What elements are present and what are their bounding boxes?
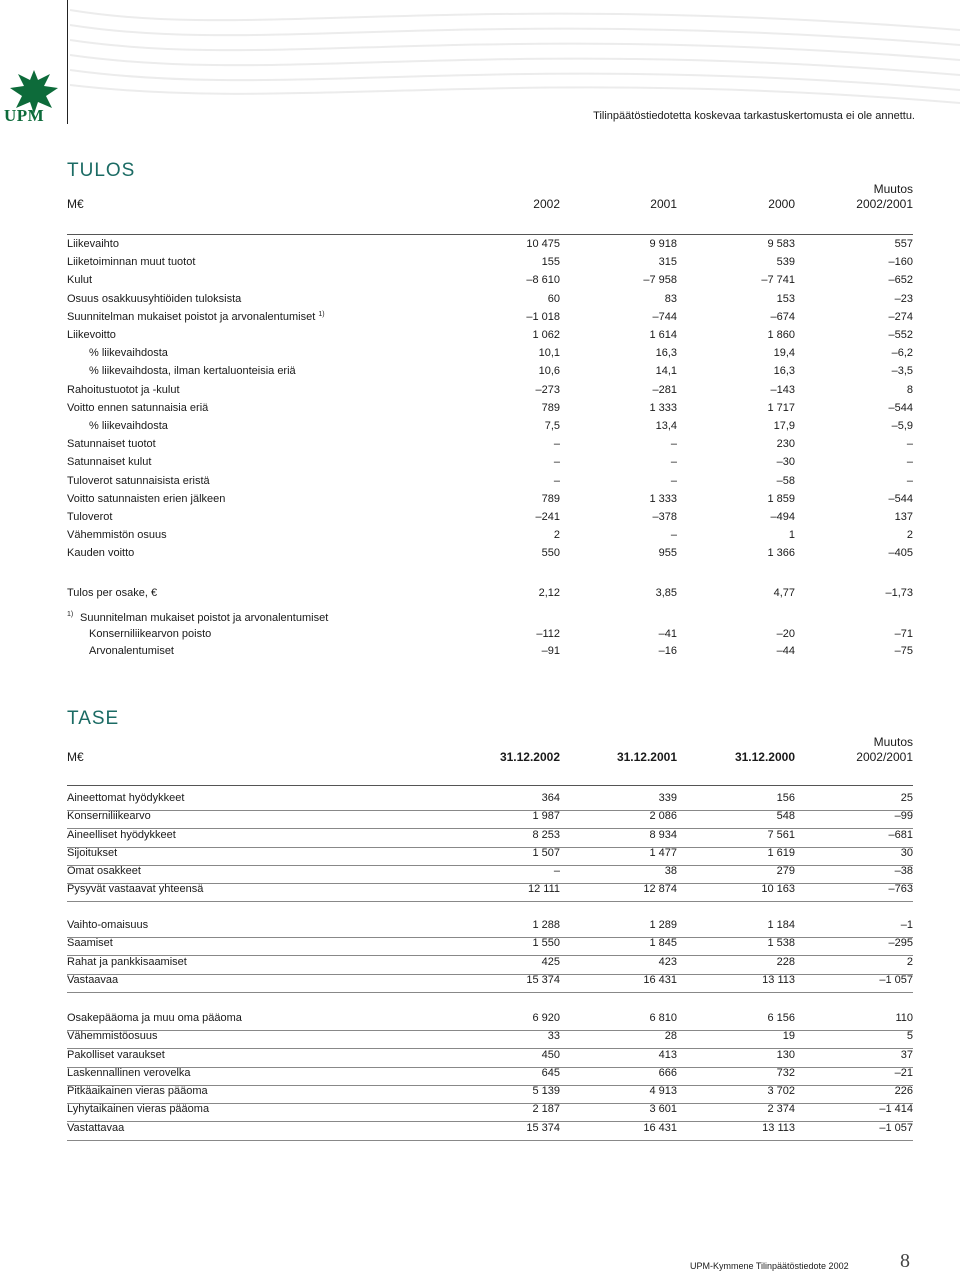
row-label (67, 311, 325, 323)
cell-value: 1 288 (532, 919, 560, 931)
cell-value: 14,1 (655, 365, 677, 378)
row-label-text: Lyhytaikainen vieras pääoma (67, 1103, 210, 1116)
cell-value: 279 (776, 865, 795, 877)
row-label-text: Vähemmistön osuus (67, 529, 167, 542)
cell-value: 12 874 (643, 883, 677, 896)
cell-value: –75 (894, 645, 913, 657)
cell-value: 15 374 (526, 973, 560, 986)
tulos-row (67, 529, 913, 547)
cell-value: 789 (541, 492, 560, 505)
cell-value: – (670, 529, 677, 542)
logo-text: UPM (4, 106, 45, 125)
row-label (67, 829, 176, 841)
cell-value: – (553, 438, 560, 451)
tulos-row (67, 329, 913, 347)
cell-value: 1 987 (532, 810, 560, 823)
cell-value: 2 (553, 529, 560, 542)
row-label-text: Konserniliikearvo (67, 810, 151, 823)
tulos-row (67, 274, 913, 292)
row-label-text: Liiketoiminnan muut tuotot (67, 256, 196, 269)
cell-value: 25 (900, 792, 913, 804)
cell-value: 83 (664, 292, 677, 305)
cell-value: 10,6 (538, 365, 560, 378)
row-label (67, 1067, 191, 1079)
cell-value: 16,3 (773, 365, 795, 378)
row-label-text: Liikevoitto (67, 329, 116, 341)
eps-value: –1,73 (885, 587, 913, 599)
row-label (67, 974, 118, 986)
tulos-row (67, 420, 913, 438)
cell-value: –1 018 (526, 310, 560, 323)
tase-row (67, 937, 913, 956)
row-label (67, 1030, 158, 1042)
cell-value: 15 374 (526, 1121, 560, 1134)
cell-value: 1 477 (649, 846, 677, 859)
page-number: 8 (900, 1250, 910, 1272)
cell-value: –99 (894, 810, 913, 823)
row-label-text: Pitkäaikainen vieras pääoma (67, 1085, 208, 1097)
tase-col-change-bottom: 2002/2001 (856, 750, 913, 764)
row-label-text: Voitto satunnaisten erien jälkeen (67, 492, 226, 505)
cell-value: 955 (658, 547, 677, 560)
cell-value: 666 (658, 1066, 677, 1079)
cell-value: –21 (894, 1066, 913, 1079)
row-label (67, 792, 184, 804)
row-label-text: Liikevaihto (67, 238, 119, 250)
cell-value: –143 (770, 383, 795, 396)
cell-value: –1 414 (879, 1103, 913, 1116)
cell-value: 539 (776, 256, 795, 269)
cell-value: 1 859 (767, 492, 795, 505)
eps-value: 3,85 (655, 587, 677, 599)
row-label-text: Sijoitukset (67, 846, 118, 859)
cell-value: 423 (658, 955, 677, 968)
cell-value: 28 (664, 1030, 677, 1043)
cell-value: 413 (658, 1048, 677, 1061)
cell-value: 110 (895, 1012, 913, 1024)
row-label (67, 919, 148, 931)
row-label (67, 1049, 165, 1061)
cell-value: 10 163 (761, 883, 795, 896)
cell-value: –674 (770, 310, 795, 323)
row-label-text: Vähemmistöosuus (67, 1030, 158, 1043)
cell-value: –30 (776, 456, 795, 469)
row-label-text: Osuus osakkuusyhtiöiden tuloksista (67, 292, 242, 305)
footnote-title: Suunnitelman mukaiset poistot ja arvonalentumiset (80, 612, 329, 624)
row-label-text: Osakepääoma ja muu oma pääoma (67, 1012, 242, 1024)
row-label-text: Kulut (67, 274, 93, 287)
cell-value: 645 (541, 1066, 560, 1079)
cell-value: 13 113 (762, 973, 795, 986)
cell-value: –273 (535, 383, 560, 396)
tase-col-change-top: Muutos (873, 735, 913, 749)
tase-row (67, 792, 913, 811)
row-label-text: % liikevaihdosta, ilman kertaluonteisia eriä (89, 365, 296, 378)
tase-row (67, 956, 913, 975)
cell-value: 6 810 (649, 1012, 677, 1024)
row-label (89, 420, 168, 432)
row-label (67, 847, 117, 859)
tulos-row (67, 311, 913, 329)
row-label-text: Kauden voitto (67, 547, 135, 560)
row-label-text: Tuloverot satunnaisista eristä (67, 474, 210, 487)
tulos-row (67, 438, 913, 456)
tulos-row (67, 347, 913, 365)
cell-value: 1 860 (767, 329, 795, 341)
cell-value: 17,9 (773, 420, 795, 432)
cell-value: 1 184 (767, 919, 795, 931)
cell-value: 339 (658, 792, 677, 804)
cell-value: –58 (776, 474, 795, 487)
cell-value: 3 702 (767, 1085, 795, 1097)
tulos-unit: M€ (67, 197, 84, 211)
row-label-text: Satunnaiset tuotot (67, 438, 156, 451)
tulos-col-2000: 2000 (768, 197, 795, 211)
cell-value: 5 (906, 1030, 913, 1043)
cell-value: 16 431 (643, 1121, 677, 1134)
cell-value: –7 958 (643, 274, 677, 287)
row-label (67, 547, 134, 559)
cell-value: –681 (888, 828, 913, 841)
cell-value: 16 431 (643, 973, 677, 986)
cell-value: 1 845 (649, 937, 677, 950)
row-label-text: Arvonalentumiset (89, 645, 174, 657)
cell-value: –91 (541, 645, 560, 657)
cell-value: 30 (900, 846, 913, 859)
cell-value: 16,3 (655, 347, 677, 360)
row-label (89, 628, 211, 640)
tulos-row (67, 547, 913, 565)
eps-value: 4,77 (773, 587, 795, 599)
cell-value: –241 (535, 511, 560, 523)
cell-value: –652 (888, 274, 913, 287)
cell-value: 1 717 (767, 401, 795, 414)
cell-value: 8 (906, 383, 913, 396)
eps-value: 2,12 (538, 587, 560, 599)
tulos-row (67, 293, 913, 311)
tase-unit: M€ (67, 750, 84, 764)
tase-row (67, 1103, 913, 1122)
row-label (67, 956, 187, 968)
row-label (67, 238, 119, 250)
tase-row (67, 919, 913, 938)
cell-value: –1 (900, 919, 913, 931)
cell-value: 137 (894, 511, 913, 523)
cell-value: 38 (664, 865, 677, 877)
cell-value: 425 (541, 955, 560, 968)
row-label (67, 1085, 208, 1097)
cell-value: 1 062 (532, 329, 560, 341)
cell-value: 789 (541, 401, 560, 414)
cell-value: 60 (547, 292, 560, 305)
row-label-text: Rahoitustuotot ja -kulut (67, 383, 180, 396)
row-label-text: Laskennallinen verovelka (67, 1066, 191, 1079)
tulos-col-2002: 2002 (533, 197, 560, 211)
tase-row (67, 974, 913, 993)
cell-value: 228 (776, 955, 795, 968)
cell-value: –494 (770, 511, 795, 523)
cell-value: 4 913 (649, 1085, 677, 1097)
cell-value: 3 601 (649, 1103, 677, 1116)
cell-value: – (906, 474, 913, 487)
row-label (67, 937, 113, 949)
row-label (67, 475, 210, 487)
cell-value: –274 (888, 310, 913, 323)
row-label (67, 810, 151, 822)
cell-value: – (670, 438, 677, 451)
row-label-text: Pysyvät vastaavat yhteensä (67, 883, 204, 896)
row-label-text: Aineelliset hyödykkeet (67, 828, 176, 841)
footnote-mark: 1) (67, 611, 74, 618)
cell-value: 12 111 (527, 883, 560, 896)
cell-value: 557 (894, 238, 913, 250)
cell-value: 2 187 (532, 1103, 560, 1116)
cell-value: –16 (658, 645, 677, 657)
cell-value: –71 (894, 628, 913, 640)
tulos-row (67, 238, 913, 256)
row-label-text: Omat osakkeet (67, 865, 141, 877)
cell-value: 226 (894, 1085, 913, 1097)
tulos-col-2001: 2001 (650, 197, 677, 211)
tase-col-2000: 31.12.2000 (734, 750, 795, 764)
tase-col-2001: 31.12.2001 (616, 750, 677, 764)
row-label-text: Vastaavaa (67, 973, 119, 986)
audit-note: Tilinpäätöstiedotetta koskevaa tarkastuskertomusta ei ole annettu. (593, 110, 915, 122)
cell-value: – (670, 474, 677, 487)
eps-label: Tulos per osake, € (67, 587, 158, 599)
cell-value: 2 374 (767, 1103, 795, 1116)
tulos-row (67, 256, 913, 274)
cell-value: –544 (888, 492, 913, 505)
cell-value: 9 583 (767, 238, 795, 250)
cell-value: 10 475 (526, 238, 560, 250)
cell-value: 19,4 (773, 347, 795, 360)
row-label (67, 293, 241, 305)
cell-value: –20 (776, 628, 795, 640)
row-label (89, 365, 296, 377)
cell-value: 1 614 (649, 329, 677, 341)
cell-value: 732 (776, 1066, 795, 1079)
cell-value: –41 (658, 628, 677, 640)
row-label (67, 438, 156, 450)
cell-value: – (553, 456, 560, 469)
cell-value: 13 113 (762, 1121, 795, 1134)
row-label-text: % liikevaihdosta (89, 420, 168, 432)
cell-value: 1 333 (649, 492, 677, 505)
row-label (67, 1103, 209, 1115)
row-label-text: % liikevaihdosta (89, 347, 168, 360)
tase-row (67, 1030, 913, 1049)
cell-value: 364 (541, 792, 560, 804)
row-label-text: Vastattavaa (67, 1121, 125, 1134)
row-label (67, 384, 180, 396)
tase-row (67, 1122, 913, 1141)
cell-value: 1 333 (649, 401, 677, 414)
cell-value: 2 (906, 529, 913, 542)
tase-title: TASE (67, 708, 120, 729)
cell-value: – (670, 456, 677, 469)
row-label-text: Suunnitelman mukaiset poistot ja arvonalentumiset (67, 310, 316, 323)
cell-value: –112 (536, 628, 560, 640)
tulos-row (67, 384, 913, 402)
cell-value: –378 (652, 511, 677, 523)
tulos-row (67, 475, 913, 493)
row-label (67, 1012, 242, 1024)
cell-value: 10,1 (538, 347, 560, 360)
cell-value: 156 (776, 792, 795, 804)
row-label (67, 511, 112, 523)
cell-value: 1 538 (767, 937, 795, 950)
tase-row (67, 847, 913, 866)
row-label-text: Tuloverot (67, 511, 113, 523)
eps-row (67, 587, 913, 605)
cell-value: 450 (541, 1048, 560, 1061)
tase-row (67, 883, 913, 902)
cell-value: 548 (776, 810, 795, 823)
cell-value: 6 920 (532, 1012, 560, 1024)
cell-value: 19 (782, 1030, 795, 1043)
cell-value: 1 550 (532, 937, 560, 950)
tase-row (67, 1049, 913, 1068)
row-label-text: Voitto ennen satunnaisia eriä (67, 401, 209, 414)
cell-value: 1 507 (532, 846, 560, 859)
row-label (89, 645, 174, 657)
cell-value: –160 (888, 256, 913, 269)
cell-value: –281 (652, 383, 677, 396)
cell-value: –7 741 (761, 274, 795, 287)
row-label-text: Saamiset (67, 937, 113, 950)
cell-value: –295 (888, 937, 913, 950)
row-label (67, 865, 141, 877)
row-label-text: Aineettomat hyödykkeet (67, 792, 185, 804)
header-divider (67, 0, 68, 124)
cell-value: –544 (888, 401, 913, 414)
tase-col-2002: 31.12.2002 (499, 750, 560, 764)
cell-value: 2 (906, 955, 913, 968)
cell-value: 1 619 (767, 846, 795, 859)
cell-value: 5 139 (532, 1085, 560, 1097)
cell-value: 315 (658, 256, 677, 269)
row-label (67, 456, 151, 468)
cell-value: 6 156 (767, 1012, 795, 1024)
cell-value: –744 (652, 310, 677, 323)
cell-value: –8 610 (526, 274, 560, 287)
row-label (67, 529, 167, 541)
row-label (67, 402, 208, 414)
tase-header-rule (67, 785, 913, 786)
cell-value: 153 (776, 292, 795, 305)
row-label-text: Satunnaiset kulut (67, 456, 152, 469)
tase-row (67, 1012, 913, 1031)
row-label-text: Rahat ja pankkisaamiset (67, 955, 187, 968)
cell-value: –1 057 (879, 973, 913, 986)
cell-value: 230 (776, 438, 795, 451)
cell-value: 1 289 (649, 919, 677, 931)
cell-value: –1 057 (879, 1121, 913, 1134)
tase-row (67, 829, 913, 848)
cell-value: 1 366 (767, 547, 795, 560)
cell-value: 1 (788, 529, 795, 542)
row-label (67, 493, 225, 505)
footnote-row (67, 645, 913, 663)
cell-value: 550 (541, 547, 560, 560)
cell-value: 2 086 (649, 810, 677, 823)
cell-value: – (553, 865, 560, 877)
cell-value: – (906, 438, 913, 451)
cell-value: 8 934 (649, 828, 677, 841)
tulos-row (67, 365, 913, 383)
footnote-ref: 1) (318, 310, 325, 318)
tulos-row (67, 402, 913, 420)
tase-row (67, 1085, 913, 1104)
footer-text: UPM-Kymmene Tilinpäätöstiedote 2002 (690, 1261, 849, 1271)
tulos-row (67, 456, 913, 474)
row-label (67, 256, 195, 268)
row-label (67, 274, 92, 286)
cell-value: –3,5 (891, 365, 913, 378)
cell-value: –44 (776, 645, 795, 657)
row-label (67, 883, 203, 895)
cell-value: 7 561 (767, 828, 795, 841)
cell-value: –5,9 (891, 420, 913, 432)
cell-value: 130 (776, 1048, 795, 1061)
cell-value: 37 (900, 1048, 913, 1061)
tulos-row (67, 493, 913, 511)
row-label (67, 1122, 124, 1134)
row-label-text: Vaihto-omaisuus (67, 919, 149, 931)
cell-value: –23 (894, 292, 913, 305)
row-label (89, 347, 168, 359)
tulos-col-change-bottom: 2002/2001 (856, 197, 913, 211)
cell-value: –763 (888, 883, 913, 896)
cell-value: 8 253 (532, 828, 560, 841)
cell-value: –552 (888, 329, 913, 341)
cell-value: –38 (894, 865, 913, 877)
cell-value: 9 918 (649, 238, 677, 250)
cell-value: –6,2 (891, 347, 913, 360)
cell-value: –405 (888, 547, 913, 560)
tase-row (67, 810, 913, 829)
row-label-text: Pakolliset varaukset (67, 1048, 165, 1061)
cell-value: 7,5 (544, 420, 560, 432)
tase-row (67, 1067, 913, 1086)
footnote-row (67, 628, 913, 646)
cell-value: – (553, 474, 560, 487)
cell-value: – (906, 456, 913, 469)
cell-value: 155 (541, 256, 560, 269)
tulos-header-rule (67, 234, 913, 235)
row-label-text: Konserniliikearvon poisto (89, 628, 212, 640)
cell-value: 33 (547, 1030, 560, 1043)
tulos-row (67, 511, 913, 529)
cell-value: 13,4 (655, 420, 677, 432)
row-label (67, 329, 116, 341)
tase-row (67, 865, 913, 884)
tulos-col-change-top: Muutos (873, 182, 913, 196)
tulos-title: TULOS (67, 160, 136, 181)
